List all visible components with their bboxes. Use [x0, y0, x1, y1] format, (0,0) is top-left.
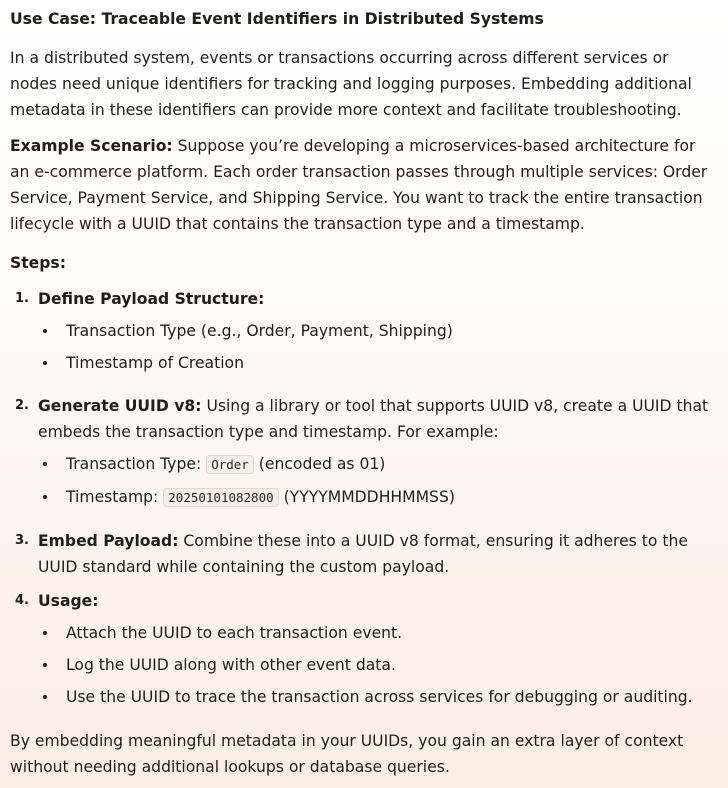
- step-number: 2.: [15, 398, 29, 413]
- step-label: Generate UUID v8:: [38, 397, 202, 415]
- step-label: Embed Payload:: [38, 532, 179, 550]
- intro-paragraph: In a distributed system, events or transactions occurring across different services or nodes need unique identifiers for tracking and logging purposes. Embedding additional metadata in these identifiers can provide more context and facilitate troubleshooting.: [10, 49, 692, 119]
- example-suffix: (YYYYMMDDHHMMSS): [278, 488, 455, 506]
- list-item: [38, 451, 718, 478]
- list-item: [38, 484, 718, 511]
- list-item: Attach the UUID to each transaction event.: [38, 620, 718, 646]
- list-item: Transaction Type (e.g., Order, Payment, Shipping): [38, 318, 718, 344]
- step-item: [10, 393, 718, 511]
- example-suffix: (encoded as 01): [253, 455, 386, 473]
- step-bullets: [38, 451, 718, 511]
- example-prefix: Timestamp:: [66, 488, 164, 506]
- step-number: 1.: [15, 291, 29, 306]
- step-item: [10, 286, 718, 376]
- step-bullets: [38, 318, 718, 376]
- step-number: 4.: [15, 593, 29, 608]
- outro-paragraph: By embedding meaningful metadata in your UUIDs, you gain an extra layer of context without needing additional lookups or database queries.: [10, 732, 684, 776]
- step-text: Combine these into a UUID v8 format, ensuring it adheres to the UUID standard while containing the custom payload.: [38, 532, 688, 576]
- list-item: Timestamp of Creation: [38, 350, 718, 376]
- scenario-text: Suppose you’re developing a microservices-based architecture for an e-commerce platform. Each order transaction passes through multiple services: Order Service, Payment Service, and Shipping Service. You want to track the entire transaction lifecycle with a UUID that contains the transaction type and a timestamp.: [10, 137, 708, 233]
- step-bullets: [38, 620, 718, 710]
- inline-code: 20250101082800: [163, 488, 278, 507]
- steps-heading: Steps:: [10, 254, 66, 272]
- step-text: Using a library or tool that supports UUID v8, create a UUID that embeds the transaction type and timestamp. For example:: [38, 397, 709, 441]
- example-prefix: Transaction Type:: [66, 455, 207, 473]
- list-item: Log the UUID along with other event data.: [38, 652, 718, 678]
- steps-list: [10, 286, 718, 710]
- scenario-paragraph: [10, 133, 718, 237]
- list-item: Use the UUID to trace the transaction across services for debugging or auditing.: [38, 684, 718, 710]
- step-number: 3.: [15, 533, 29, 548]
- inline-code: Order: [206, 455, 254, 474]
- section-title: Use Case: Traceable Event Identifiers in Distributed Systems: [10, 10, 544, 28]
- step-item: [10, 528, 718, 580]
- step-label: Define Payload Structure:: [38, 290, 265, 308]
- scenario-label: Example Scenario:: [10, 137, 173, 155]
- step-label: Usage:: [38, 592, 99, 610]
- step-item: [10, 588, 718, 710]
